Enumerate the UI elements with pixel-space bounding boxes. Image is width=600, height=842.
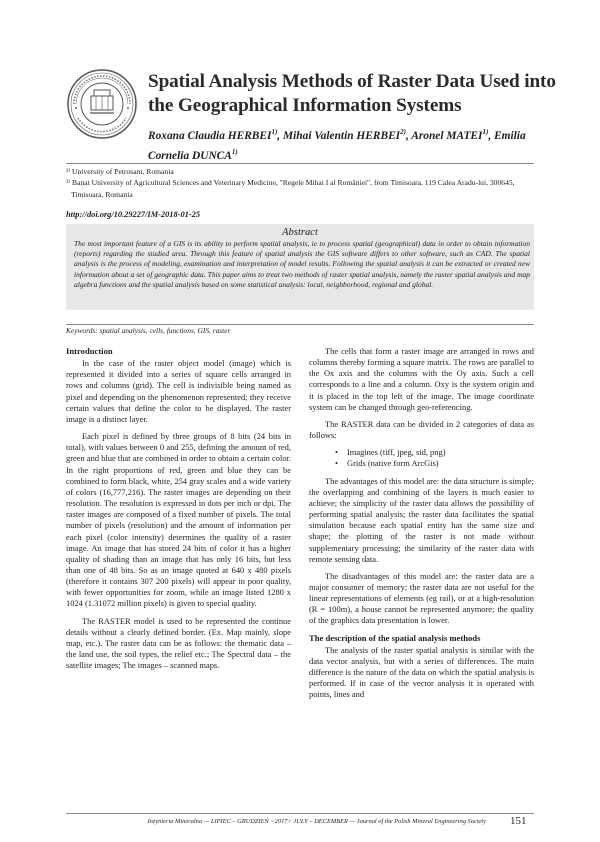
bullet-list (309, 447, 534, 469)
author-name: Emilia Cornelia DUNCA (148, 129, 526, 162)
keywords: Keywords: spatial analysis, cells, functions, GIS, raster (66, 326, 231, 335)
divider (66, 813, 534, 814)
paragraph: The cells that form a raster image are arranged in rows and columns thereby forming a square matrix. The rows are parallel to the Ox axis and the columns with the Oy axis. Such a cell corresponds to a line and a column. Oxy is the system origin and it is placed in the top left of the image. The image coordinate system can be changed through geo-referencing. (309, 346, 534, 412)
journal-footer: Inżynieria Mineralna — LIPIEC – GRUDZIEŃ <2017> JULY – DECEMBER — Journal of the Polish Mineral Engineering Society (147, 818, 486, 825)
author-name: Roxana Claudia HERBEI (148, 129, 272, 142)
section-heading: Introduction (66, 346, 113, 356)
affiliations (66, 166, 534, 200)
section-heading: The description of the spatial analysis methods (309, 632, 481, 643)
page-number: 151 (510, 815, 527, 827)
paragraph: The disadvantages of this model are: the raster data are a major consumer of memory; the raster data are not useful for the linear representations of elements (eg rail), or at a high-resolution (R = 100m), a house cannot be represented anymore; the quality of the graphics data presentation is lower. (309, 570, 534, 626)
abstract-text: The most important feature of a GIS is its ability to perform spatial analysis, ie to process spatial (geographical) data in order to obtain information (reports) regarding the studied area. Through this feature of spatial analysis the GIS software differs to other software, such as CAD. The spatial analysis is the process of modeling, examination and interpretation of model results. Following the spatial analysis it can be extracted or created new information about a set of geographic data. This paper aims to treat two methods of raster spatial analysis, namely the raster spatial analysis and map algebra functions and the spatial analysis based on some statistical analysis: local, neighborhood, regional and global. (74, 239, 530, 289)
list-item: • Grids (native form ArcGis) (335, 458, 534, 469)
divider (66, 324, 534, 325)
paragraph: The RASTER data can be divided in 2 categories of data as follows: (309, 418, 534, 441)
author-list: Roxana Claudia HERBEI$^{1)}$, Mihai Valentin HERBEI$^{2)}$, Aronel MATEI$^{1)}$, Emilia Cornelia DUNCA$^{1)}$ (148, 128, 526, 162)
doi-link[interactable]: http://doi.org/10.29227/IM-2018-01-25 (66, 210, 201, 219)
paragraph: The RASTER model is used to be represented the continue details without a clearly defined border. (Ex. Map mainly, slope map, etc.). The raster data can be as follows: the thematic data – the land use, the soil types, the relief etc.; The Spectral data – the satellite images; The images – scanned maps. (66, 615, 291, 671)
paragraph: Each pixel is defined by three groups of 8 bits (24 bits in total), with values between 0 and 255, defining the amount of red, green and blue that are combined in order to obtain a certain color. In the right proportions of red, green and blue they can be combined to form black, white, 254 gray scales and a wide variety of colors (16,777,216). The raster images are depending on their resolution. The resolution is expressed in dots per inch or dpi. The raster images are composed of a fixed number of pixels. The total number of pixels (resolution) and the amount of information per each pixel (color intensity) determines the quality of a raster image. An image that has stored 24 bits of color it has a higher quality of shading than an image that has only 16 bits, but less than one of 48 bits. So as an image quoted at 640 x 480 pixels (therefore it contains 307 200 pixels) will appear in poor quality, with fewer opportunities for zoom, while an image listed 1280 x 1024 (1.31072 million pixels) is given to special quality. (66, 431, 291, 609)
paragraph: The analysis of the raster spatial analysis is similar with the data vector analysis, but with a series of differences. The main difference is the nature of the data on which the spatial analysis is performed. If in case of the vector analysis it is operated with points, lines and (309, 644, 534, 700)
affiliation-item: ¹⁾ University of Petrosani, Romania (66, 167, 174, 176)
abstract-heading: Abstract (282, 227, 318, 238)
paragraph: The advantages of this model are: the data structure is simple; the overlapping and combining of the layers is much easier to achieve; the simplicity of the raster data allows the possibility of performing spatial analysis; the raster data facilitates the spatial simulation because each spatial entity has the same size and shape; the plotting of the raster is not made without supplementary processing; the similarity of the raster data with remote sensing data. (309, 475, 534, 564)
author-name: Aronel MATEI (411, 129, 483, 142)
affiliation-item: ²⁾ Banat University of Agricultural Sciences and Veterinary Medicine, "Regele Mihai I al României", from Timisoara, 119 Calea Aradu-lui, 300645, Timisoara, Romania (66, 178, 515, 199)
paragraph: In the case of the raster object model (image) which is represented it divided into a series of square cells arranged in rows and columns (grid). The cell is indivisible being named as pixel and depending on the phenomenon represented; they receive certain values that define the color to be displayed. The raster image is a distinct layer. (66, 358, 291, 424)
society-seal-icon (66, 68, 138, 140)
journal-logo (66, 68, 138, 140)
left-column (66, 346, 291, 677)
list-item: • Imagines (tiff, jpeg, sid, png) (335, 447, 534, 458)
paper-title: Spatial Analysis Methods of Raster Data Used into the Geographical Information Systems (148, 71, 556, 116)
divider (66, 163, 534, 164)
author-name: Mihai Valentin HERBEI (283, 129, 401, 142)
right-column (309, 346, 534, 707)
